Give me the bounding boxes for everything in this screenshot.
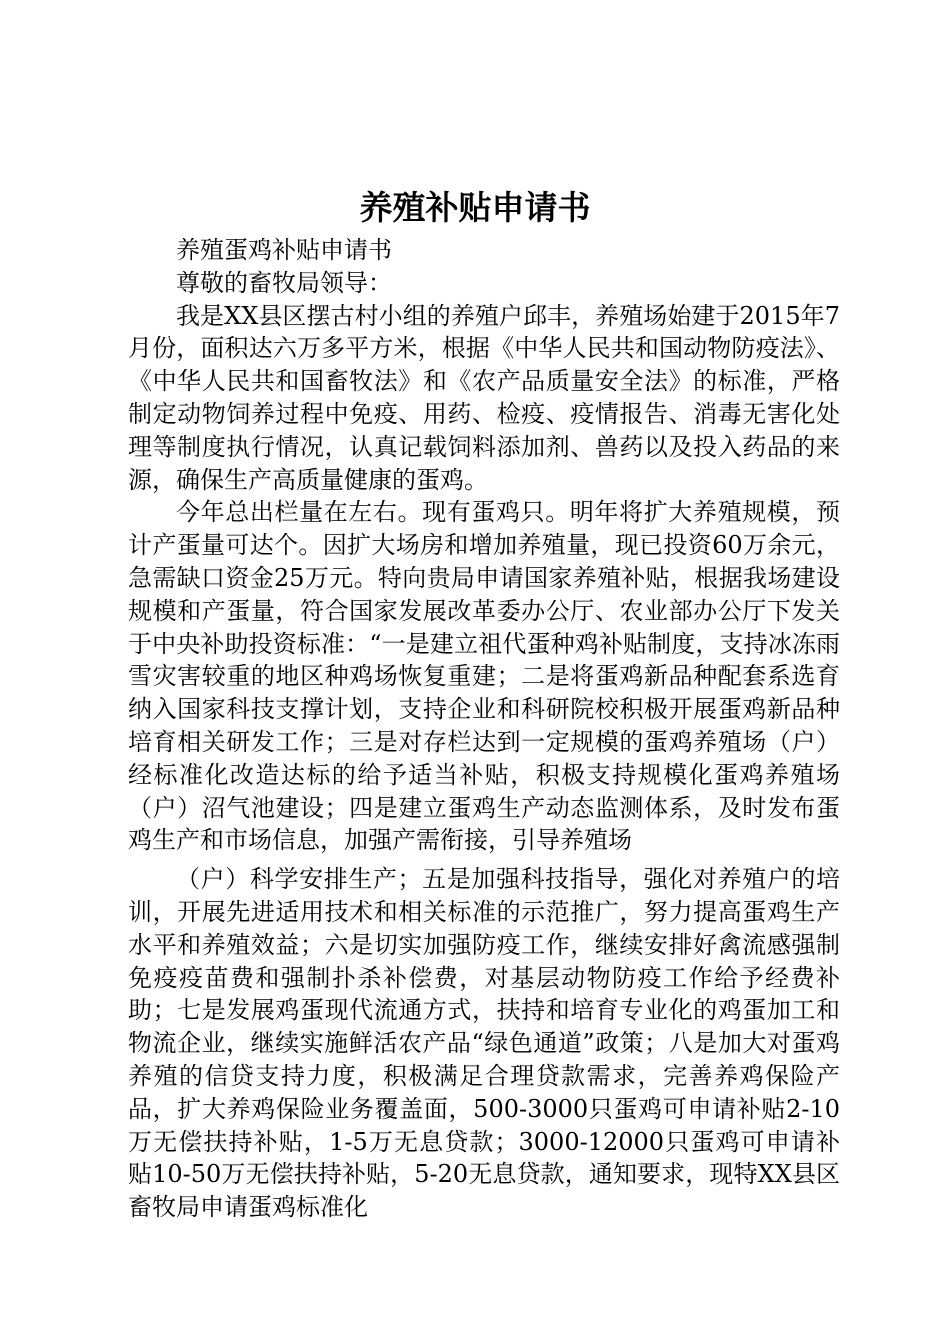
paragraph-request: 今年总出栏量在左右。现有蛋鸡只。明年将扩大养殖规模，预计产蛋量可达个。因扩大场房和增加养殖量，现已投资60万余元，急需缺口资金25万元。特向贵局申请国家养殖补贴，根据我场建设规模和产蛋量，符合国家发展改革委办公厅、农业部办公厅下发关于中央补助投资标准：“一是建立祖代蛋种鸡补贴制度，支持冰冻雨雪灾害较重的地区种鸡场恢复重建；二是将蛋鸡新品种配套系选育纳入国家科技支撑计划，支持企业和科研院校积极开展蛋鸡新品种培育相关研发工作；三是对存栏达到一定规模的蛋鸡养殖场（户）经标准化改造达标的给予适当补贴，积极支持规模化蛋鸡养殖场（户）沼气池建设；四是建立蛋鸡生产动态监测体系，及时发布蛋鸡生产和市场信息，加强产需衔接，引导养殖场 (128, 498, 840, 855)
paragraph-salutation: 尊敬的畜牧局领导： (176, 268, 392, 297)
paragraph-policy: （户）科学安排生产；五是加强科技指导，强化对养殖户的培训，开展先进适用技术和相关标准的示范推广，努力提高蛋鸡生产水平和养殖效益；六是切实加强防疫工作，继续安排好禽流感强制免疫疫苗费和强制扑杀补偿费，对基层动物防疫工作给予经费补助；七是发展鸡蛋现代流通方式，扶持和培育专业化的鸡蛋加工和物流企业，继续实施鲜活农产品“绿色通道”政策；八是加大对蛋鸡养殖的信贷支持力度，积极满足合理贷款需求，完善养鸡保险产品，扩大养鸡保险业务覆盖面，500-3000只蛋鸡可申请补贴2-10万无偿扶持补贴，1-5万无息贷款；3000-12000只蛋鸡可申请补贴10-50万无偿扶持补贴，5-20无息贷款，通知要求，现特XX县区畜牧局申请蛋鸡标准化 (128, 865, 840, 1222)
document-title: 养殖补贴申请书 (359, 188, 591, 227)
document-body (128, 234, 840, 1224)
paragraph-heading: 养殖蛋鸡补贴申请书 (176, 236, 392, 264)
paragraph-introduction: 我是XX县区摆古村小组的养殖户邱丰，养殖场始建于2015年7月份，面积达六万多平方米，根据《中华人民共和国动物防疫法》、《中华人民共和国畜牧法》和《农产品质量安全法》的标准，严格制定动物饲养过程中免疫、用药、检疫、疫情报告、消毒无害化处理等制度执行情况，认真记载饲料添加剂、兽药以及投入药品的来源，确保生产高质量健康的蛋鸡。 (128, 301, 840, 494)
